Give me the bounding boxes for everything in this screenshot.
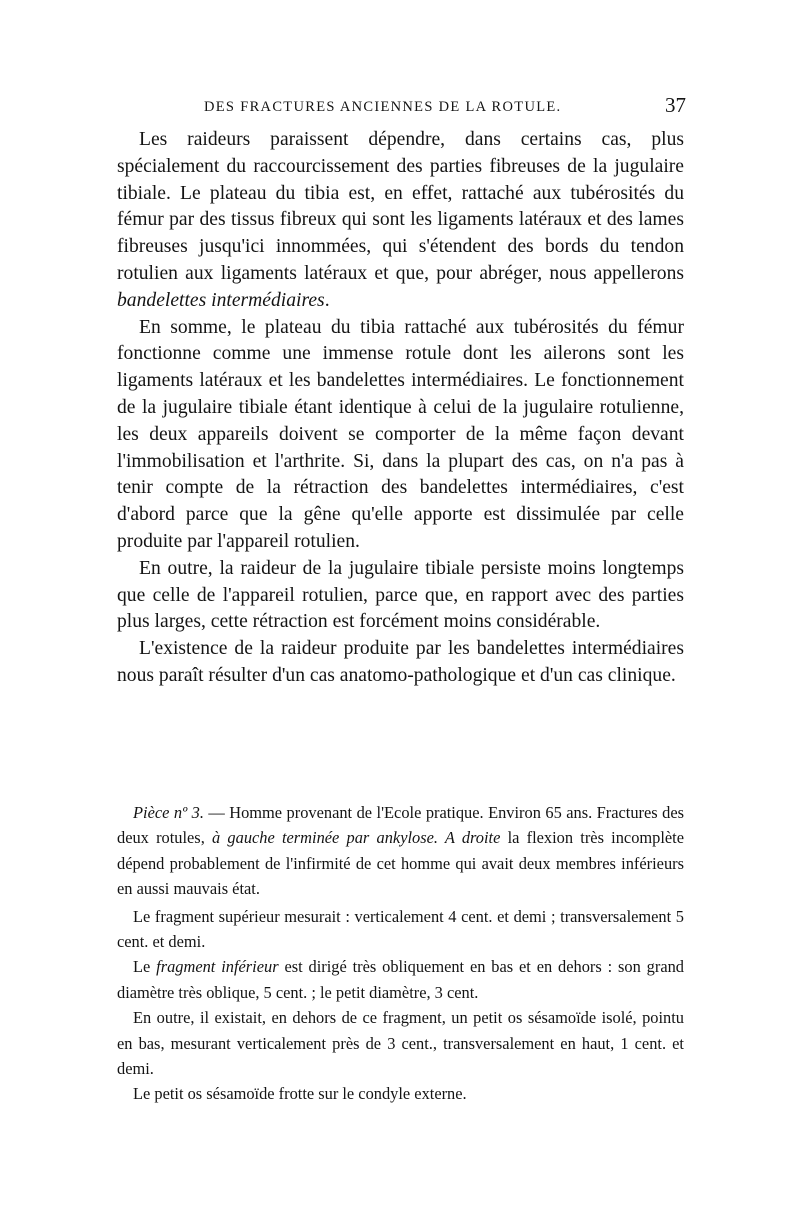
note-text: Le: [133, 957, 157, 977]
paragraph-text: Les raideurs paraissent dépendre, dans certains cas, plus spécialement du raccourcissement des parties fibreuses de la jugulaire tibiale. Le plateau du tibia est, en effet, rattaché aux tubérosités du fémur par des tissus fibreux qui sont les ligaments latéraux et des lames fibreuses jusqu'ici innommées, qui s'étendent des bords du tendon rotulien aux ligaments latéraux et que, pour abréger, nous appellerons: [117, 129, 684, 284]
paragraph-existence: L'existence de la raideur produite par les bandelettes intermédiaires nous paraît résulter d'un cas anatomo-pathologique et d'un cas clinique.: [117, 638, 684, 686]
italic-note: à gauche terminée par ankylose. A droite: [212, 828, 501, 848]
paragraph-text: .: [324, 289, 330, 311]
note-text: la flexion très incomplète dépend probablement de l'infirmité de cet homme qui avait deux membres inférieurs en aussi mauvais état.: [117, 828, 684, 899]
note-text: — Homme provenant de l'Ecole pratique. Environ 65 ans. Fractures des deux rotules,: [117, 803, 684, 848]
case-notes: [117, 800, 684, 1107]
running-title: DES FRACTURES ANCIENNES DE LA ROTULE.: [204, 99, 562, 115]
case-note: [117, 800, 684, 902]
case-note: [117, 954, 684, 1005]
case-note: En outre, il existait, en dehors de ce fragment, un petit os sésamoïde isolé, pointu en bas, mesurant verticalement près de 3 cent., transversalement en haut, 1 cent. et demi.: [117, 1008, 684, 1079]
paragraph-en-somme: En somme, le plateau du tibia rattaché aux tubérosités du fémur fonctionne comme une immense rotule dont les ailerons sont les ligaments latéraux et les bandelettes intermédiaires. Le fonctionnement de la jugulaire tibiale étant identique à celui de la jugulaire rotulienne, les deux appareils doivent se comporter de la même façon devant l'immobilisation et l'arthrite. Si, dans la plupart des cas, on n'a pas à tenir compte de la rétraction des bandelettes intermédiaires, c'est d'abord parce que la gêne qu'elle apporte est dissimulée par celle produite par l'appareil rotulien.: [117, 316, 684, 552]
body-text: [117, 127, 684, 690]
running-head: [116, 93, 686, 117]
piece-label: Pièce nº 3.: [133, 803, 204, 822]
italic-term: bandelettes intermédiaires: [117, 289, 325, 311]
case-note: Le petit os sésamoïde frotte sur le condyle externe.: [133, 1084, 467, 1104]
note-text: est dirigé très obliquement en bas et en dehors : son grand diamètre très oblique, 5 cent. ; le petit diamètre, 3 cent.: [117, 957, 684, 1002]
case-note: Le fragment supérieur mesurait : verticalement 4 cent. et demi ; transversalement 5 cent. et demi.: [117, 906, 684, 952]
page-number: 37: [665, 93, 686, 117]
italic-note: fragment inférieur: [156, 957, 279, 977]
paragraph-raideurs: [117, 127, 684, 315]
paragraph-en-outre: En outre, la raideur de la jugulaire tibiale persiste moins longtemps que celle de l'appareil rotulien, parce que, en rapport avec des parties plus larges, cette rétraction est forcément moins considérable.: [117, 557, 684, 633]
